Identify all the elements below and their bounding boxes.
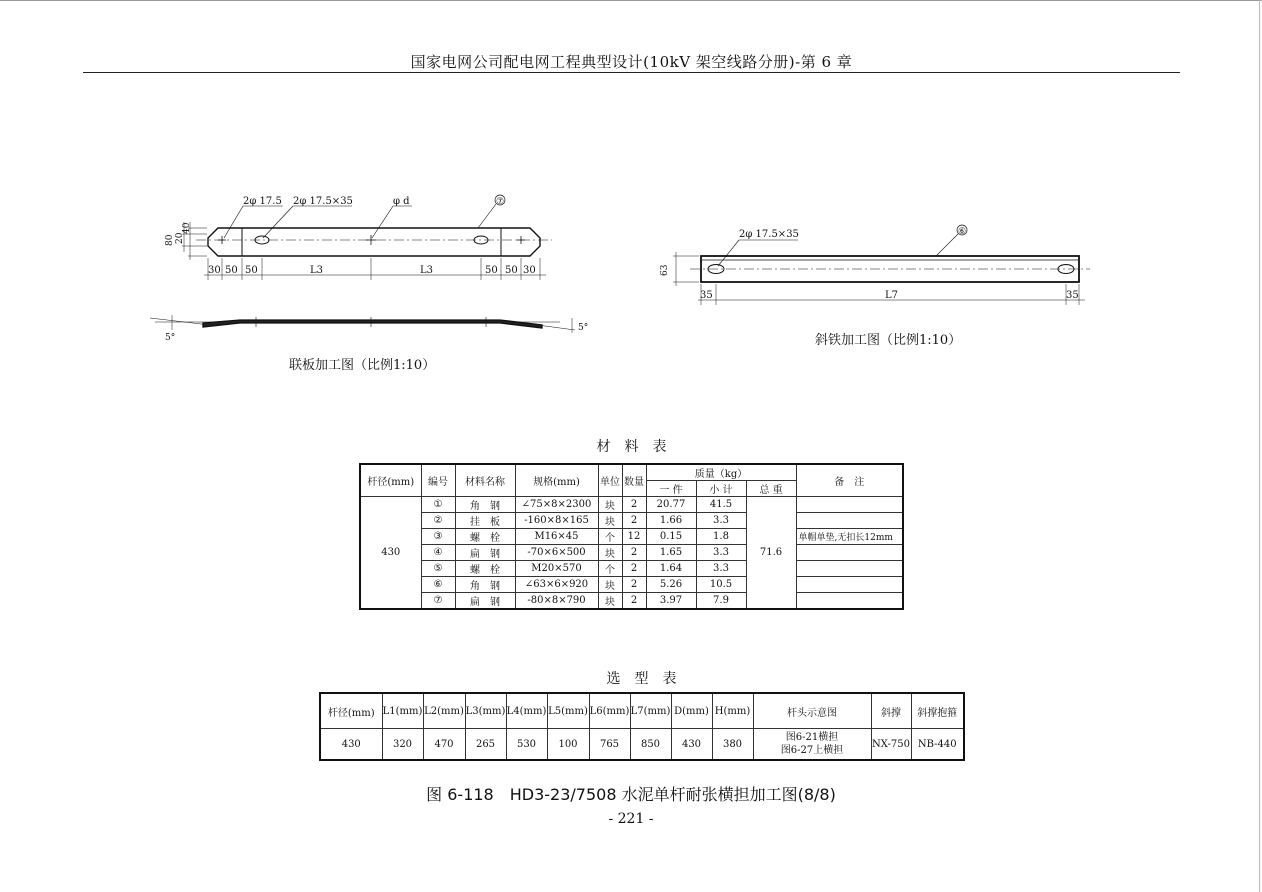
cell-no: ④: [421, 545, 455, 561]
selection-header-row: [320, 693, 964, 729]
cell-spec: -80×8×790: [515, 593, 598, 610]
cell-sub: 41.5: [696, 497, 746, 513]
dim-50-left-b: 50: [245, 265, 258, 276]
cell-name: 挂 板: [455, 513, 515, 529]
cell-spec: ∠75×8×2300: [515, 497, 598, 513]
selection-table: [319, 692, 965, 761]
cell-spec: ∠63×6×920: [515, 577, 598, 593]
sel-cell: 765: [589, 729, 630, 761]
selection-value-row: [320, 729, 964, 761]
dim-40: 40: [182, 222, 192, 234]
cell-name: 角 钢: [455, 497, 515, 513]
dim-l3-left: L3: [310, 265, 324, 276]
cell-sub: 1.8: [696, 529, 746, 545]
sel-th: H(mm): [712, 693, 753, 729]
cell-remark: [796, 577, 903, 593]
cell-unit: 块: [598, 593, 622, 610]
cell-unit: 块: [598, 497, 622, 513]
table-row: [360, 529, 903, 545]
cell-remark: 单帽单垫,无扣长12mm: [796, 529, 903, 545]
cell-remark: [796, 561, 903, 577]
cell-unit: 块: [598, 513, 622, 529]
cell-qty: 12: [622, 529, 646, 545]
dim-50-right-a: 50: [485, 265, 498, 276]
cell-qty: 2: [622, 513, 646, 529]
label-hole-d: φ d: [393, 196, 410, 207]
cell-qty: 2: [622, 593, 646, 610]
sel-th: D(mm): [671, 693, 712, 729]
cell-qty: 2: [622, 561, 646, 577]
cell-remark: [796, 513, 903, 529]
cell-name: 螺 栓: [455, 529, 515, 545]
th-mass-sub: 小 计: [696, 481, 746, 497]
cell-each: 5.26: [646, 577, 696, 593]
sel-th: 斜撑: [871, 693, 911, 729]
machining-drawings: [0, 0, 1262, 420]
table-row: [360, 577, 903, 593]
cell-sub: 3.3: [696, 545, 746, 561]
sel-cell: 470: [423, 729, 465, 761]
th-name: 材料名称: [455, 464, 515, 497]
sel-cell: 380: [712, 729, 753, 761]
sel-cell-diagram: [753, 729, 871, 761]
sel-diagram-line2: 图6-27上横担: [780, 745, 844, 756]
table-row: [360, 497, 903, 513]
sel-th: 杆头示意图: [753, 693, 871, 729]
label-part-6: ⑥: [958, 227, 967, 237]
table-row: [360, 513, 903, 529]
label-hole-17-5: 2φ 17.5: [243, 196, 282, 207]
label-slot-di: 2φ 17.5×35: [739, 229, 799, 240]
page-number: - 221 -: [608, 811, 654, 827]
link-plate-side-view: [150, 315, 575, 333]
th-mass-total: 总 重: [746, 481, 796, 497]
dim-30-right: 30: [523, 265, 536, 276]
th-mass-each: 一 件: [646, 481, 696, 497]
cell-no: ③: [421, 529, 455, 545]
table-row: [360, 593, 903, 610]
sel-th: 斜撑抱箍: [911, 693, 964, 729]
cell-unit: 个: [598, 529, 622, 545]
dim-l3-right: L3: [420, 265, 434, 276]
label-part-7: ⑦: [496, 197, 505, 207]
th-no: 编号: [421, 464, 455, 497]
cell-qty: 2: [622, 497, 646, 513]
dim-30-left: 30: [208, 265, 221, 276]
sel-th: L2(mm): [423, 693, 465, 729]
angle-right: 5°: [578, 323, 589, 333]
cell-each: 0.15: [646, 529, 696, 545]
sel-cell: 850: [630, 729, 671, 761]
sel-th: L3(mm): [465, 693, 506, 729]
cell-unit: 块: [598, 577, 622, 593]
cell-no: ⑦: [421, 593, 455, 610]
cell-name: 角 钢: [455, 577, 515, 593]
cell-remark: [796, 545, 903, 561]
th-remark: 备 注: [796, 464, 903, 497]
sel-th: L7(mm): [630, 693, 671, 729]
label-slot-17-5x35: 2φ 17.5×35: [293, 196, 353, 207]
angle-left: 5°: [165, 333, 176, 343]
sel-cell: 430: [320, 729, 382, 761]
cell-spec: -70×6×500: [515, 545, 598, 561]
cell-sub: 3.3: [696, 561, 746, 577]
sel-th: L1(mm): [382, 693, 423, 729]
cell-qty: 2: [622, 577, 646, 593]
sel-cell: 265: [465, 729, 506, 761]
cell-total-weight: 71.6: [746, 497, 796, 610]
cell-qty: 2: [622, 545, 646, 561]
sel-cell: 430: [671, 729, 712, 761]
sel-diagram-line1: 图6-21横担: [785, 732, 839, 743]
sel-th: L6(mm): [589, 693, 630, 729]
sel-th: 杆径(mm): [320, 693, 382, 729]
cell-remark: [796, 593, 903, 610]
sel-th: L5(mm): [547, 693, 589, 729]
cell-no: ⑥: [421, 577, 455, 593]
cell-spec: M20×570: [515, 561, 598, 577]
th-unit: 单位: [598, 464, 622, 497]
dim-35-left: 35: [700, 290, 713, 301]
dim-80: 80: [165, 234, 175, 246]
cell-each: 1.66: [646, 513, 696, 529]
th-pole-dia: 杆径(mm): [360, 464, 421, 497]
table-row: [360, 545, 903, 561]
cell-sub: 10.5: [696, 577, 746, 593]
cell-each: 20.77: [646, 497, 696, 513]
cell-each: 1.64: [646, 561, 696, 577]
cell-sub: 7.9: [696, 593, 746, 610]
cell-each: 1.65: [646, 545, 696, 561]
figure-caption: 图 6-118 HD3-23/7508 水泥单杆耐张横担加工图(8/8): [426, 785, 836, 804]
cell-no: ①: [421, 497, 455, 513]
dim-35-right: 35: [1066, 290, 1079, 301]
sel-cell: 100: [547, 729, 589, 761]
cell-name: 扁 钢: [455, 545, 515, 561]
th-spec: 规格(mm): [515, 464, 598, 497]
diagonal-iron-labels: [660, 227, 1079, 301]
sel-th: L4(mm): [506, 693, 547, 729]
dim-63: 63: [660, 264, 670, 276]
sel-cell-brace: NX-750: [871, 729, 911, 761]
selection-table-title: 选 型 表: [606, 671, 677, 687]
sel-cell: 320: [382, 729, 423, 761]
cell-unit: 个: [598, 561, 622, 577]
cell-sub: 3.3: [696, 513, 746, 529]
cell-spec: M16×45: [515, 529, 598, 545]
materials-table: [359, 463, 904, 610]
page-header-title: 国家电网公司配电网工程典型设计(10kV 架空线路分册)-第 6 章: [410, 53, 853, 71]
dim-50-right-b: 50: [505, 265, 518, 276]
cell-name: 扁 钢: [455, 593, 515, 610]
dim-20: 20: [175, 232, 185, 244]
dim-l7: L7: [885, 290, 899, 301]
cell-unit: 块: [598, 545, 622, 561]
cell-no: ⑤: [421, 561, 455, 577]
dim-50-left-a: 50: [225, 265, 238, 276]
cell-remark: [796, 497, 903, 513]
sel-cell: 530: [506, 729, 547, 761]
link-plate-caption: 联板加工图（比例1:10）: [289, 358, 436, 373]
diagonal-iron-caption: 斜铁加工图（比例1:10）: [815, 333, 962, 348]
cell-pole-dia: 430: [360, 497, 421, 610]
table-row: [360, 561, 903, 577]
cell-spec: -160×8×165: [515, 513, 598, 529]
th-qty: 数量: [622, 464, 646, 497]
cell-no: ②: [421, 513, 455, 529]
th-mass: 质量（kg）: [646, 464, 796, 481]
diagonal-iron-view: [673, 225, 1090, 305]
cell-each: 3.97: [646, 593, 696, 610]
materials-table-title: 材 料 表: [596, 439, 667, 455]
cell-name: 螺 栓: [455, 561, 515, 577]
sel-cell-brace-hoop: NB-440: [911, 729, 964, 761]
